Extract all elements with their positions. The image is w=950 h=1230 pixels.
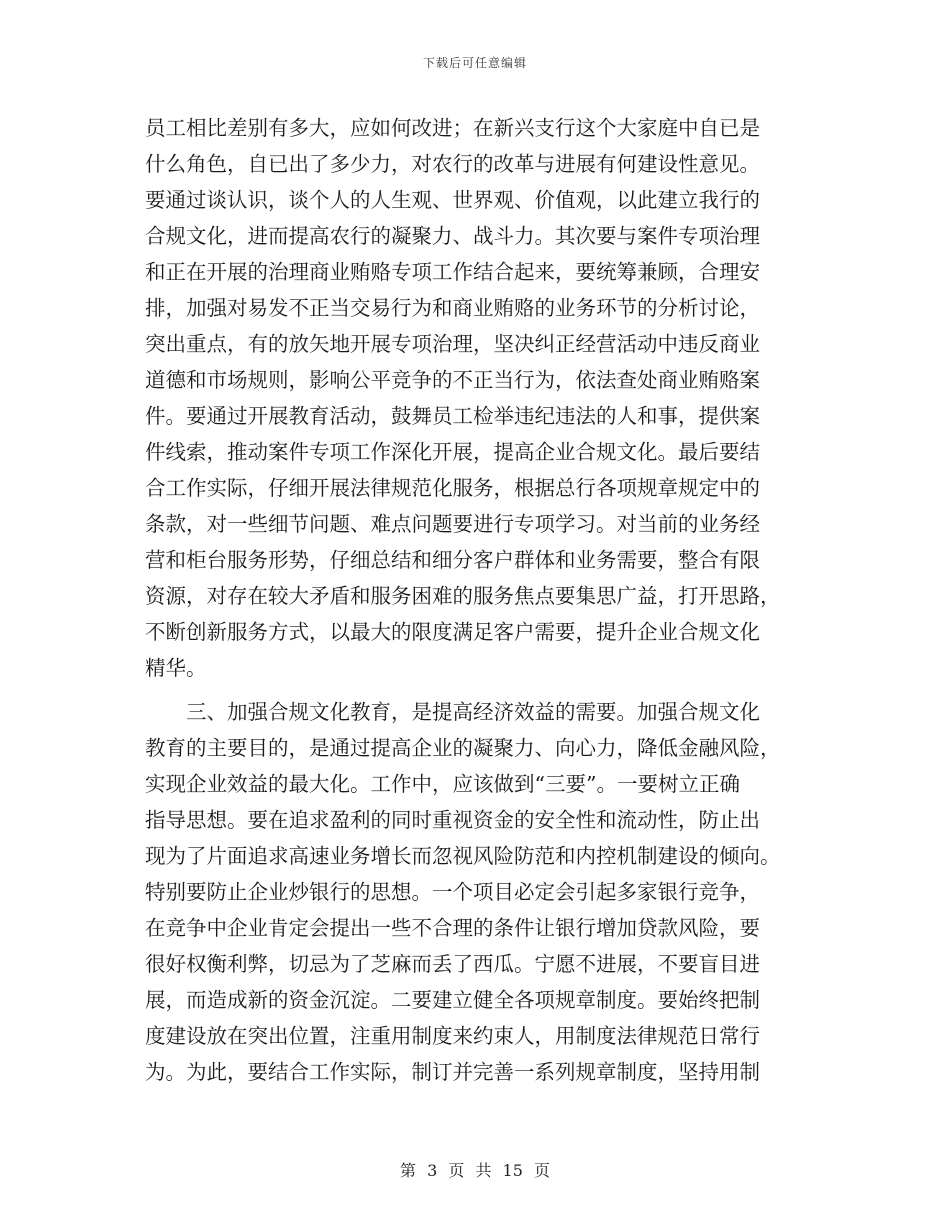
text-line: 合工作实际，仔细开展法律规范化服务，根据总行各项规章规定中的 (145, 476, 760, 500)
text-line: 度建设放在突出位置，注重用制度来约束人，用制度法律规范日常行 (145, 1024, 760, 1048)
text-line: 排，加强对易发不正当交易行为和商业贿赂的业务环节的分析讨论， (145, 296, 760, 320)
text-line: 在竞争中企业肯定会提出一些不合理的条件让银行增加贷款风险，要 (145, 916, 760, 940)
text-line: 要通过谈认识，谈个人的人生观、世界观、价值观，以此建立我行的 (145, 188, 760, 212)
page-number: 第 3 页 共 15 页 (400, 1161, 550, 1180)
text-line: 道德和市场规则，影响公平竞争的不正当行为，依法查处商业贿赂案 (145, 368, 760, 392)
text-line: 不断创新服务方式，以最大的限度满足客户需要，提升企业合规文化 (145, 620, 760, 644)
text-line: 条款，对一些细节问题、难点问题要进行专项学习。对当前的业务经 (145, 512, 760, 536)
page-header: 下载后可任意编辑 (422, 56, 527, 70)
text-line: 和正在开展的治理商业贿赂专项工作结合起来，要统筹兼顾，合理安 (145, 260, 760, 284)
text-line: 精华。 (145, 656, 207, 680)
text-line: 特别要防止企业炒银行的思想。一个项目必定会引起多家银行竞争， (145, 880, 760, 904)
body-text (145, 110, 805, 1090)
text-line: 教育的主要目的，是通过提高企业的凝聚力、向心力，降低金融风险， (145, 736, 781, 760)
text-line: 件线索，推动案件专项工作深化开展，提高企业合规文化。最后要结 (145, 440, 760, 464)
text-line: 展，而造成新的资金沉淀。二要建立健全各项规章制度。要始终把制 (145, 988, 760, 1012)
text-line: 现为了片面追求高速业务增长而忽视风险防范和内控机制建设的倾向。 (145, 844, 781, 868)
text-line: 营和柜台服务形势，仔细总结和细分客户群体和业务需要，整合有限 (145, 548, 760, 572)
paragraph-start-line: 三、加强合规文化教育，是提高经济效益的需要。加强合规文化 (145, 700, 760, 724)
text-line: 突出重点，有的放矢地开展专项治理，坚决纠正经营活动中违反商业 (145, 332, 760, 356)
text-line: 员工相比差别有多大，应如何改进；在新兴支行这个大家庭中自已是 (145, 116, 760, 140)
text-line: 指导思想。要在追求盈利的同时重视资金的安全性和流动性，防止出 (145, 808, 760, 832)
text-line: 资源，对存在较大矛盾和服务困难的服务焦点要集思广益，打开思路， (145, 584, 781, 608)
text-line: 什么角色，自已出了多少力，对农行的改革与进展有何建设性意见。 (145, 152, 760, 176)
text-line: 实现企业效益的最大化。工作中，应该做到“三要”。一要树立正确 (145, 772, 740, 796)
text-line: 很好权衡利弊，切忌为了芝麻而丢了西瓜。宁愿不进展，不要盲目进 (145, 952, 760, 976)
text-line: 为。为此，要结合工作实际，制订并完善一系列规章制度，坚持用制 (145, 1060, 760, 1084)
text-line: 件。要通过开展教育活动，鼓舞员工检举违纪违法的人和事，提供案 (145, 404, 760, 428)
text-line: 合规文化，进而提高农行的凝聚力、战斗力。其次要与案件专项治理 (145, 224, 760, 248)
